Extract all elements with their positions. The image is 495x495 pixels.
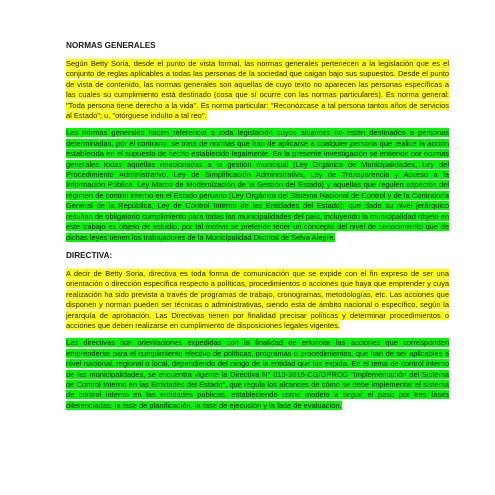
- paragraph-directiva-scope: [66, 338, 449, 411]
- yellow-highlight-text: A decir de Betty Soria, directiva es toda forma de comunicación que se expide con el fin expreso de ser una orientación o dirección específica respecto a políticas, procedimientos o acciones que haya que emprender y cuya realización ha sido prevista a través de programas de trabajo, cronogramas, metodologías, etc. Las acciones que disponen y norman pueden ser técnicas o administrativas, siendo esta de ámbito nacional o específico, según la jerarquía de aprobación. Las Directivas tienen por finalidad precisar políticas y determinar procedimientos o acciones que deben realizarse en cumplimiento de disposiciones legales vigentes.: [66, 268, 449, 330]
- green-highlight-text: Las normas generales hacen referencia a toda legislación cuyos alcances no estén destinados a personas determinadas, por el contrario, se trata de normas que han de aplicarse a cualquier persona que realice la acción establecida en el supuesto de hecho establecido legalmente. En la presente investigación se entiende por normas generales todas aquellas relacionadas a la gestión municipal (Ley Orgánica de Municipalidades, Ley del Procedimiento Administrativo, Ley de Simplificación Administrativa, Ley de Transparencia y Acceso a la Información Pública, Ley Marco de Modernización de la Gestión del Estado) y aquellas que regulen aspectos del régimen de control interno en el Estado peruano (Ley Orgánica del Sistema Nacional de Control y de la Contraloría General de la República, Ley de Control Interno de las Entidades del Estado); que dado su nivel jerárquico resultan de obligatorio cumplimiento para todas las municipalidades del país, incluyendo la municipalidad objeto en este trabajo es objeto de estudio, por tal motivo se pretende tener un concepto del nivel de conocimiento que de dichas leyes tienen los trabajadores de la Municipalidad Distrital de Selva Alegre.: [66, 128, 449, 242]
- heading-directiva: DIRECTIVA:: [66, 250, 113, 260]
- yellow-highlight-text: Según Betty Soria, desde el punto de vista formal, las normas generales pertenecen a la legislación que es el conjunto de reglas aplicables a todas las personas de la sociedad que caigan bajo sus supuestos. Desde el punto de vista de contenido, las normas generales son aquellas de cuyo texto no aparecen las personas específicas a las cuales su cumplimiento está destinado (cosa que sí ocurre con las normas particulares). Es norma general: "Toda persona tiene derecho a la vida". Es norma particular: "Reconózcase a tal persona tantos años de servicios al Estado"; u, "otórguese indulto a tal reo".: [66, 59, 449, 121]
- paragraph-definition-directiva: [66, 269, 449, 331]
- green-highlight-text: Las directivas son orientaciones expedidas con la finalidad de enunciar las acciones que corresponden emprenderse para el cumplimiento efectivo de políticas, programas o procedimientos, que han de ser aplicables a nivel nacional, regional o local, dependiendo del rango de la entidad que los expida. En el tema de control interno de las municipalidades, se encuentra vigente la Directiva N° 013-2016-CG/GPROD "Implementación del Sistema de Control Interno en las Entidades del Estado", que regula los alcances de cómo se debe implementar el sistema de control interno en las entidades públicas, estableciendo como modelo a seguir el paso por tres fases diferenciadas: la fase de planificación, la fase de ejecución y la fase de evaluación.: [66, 338, 449, 410]
- heading-normas-generales: NORMAS GENERALES: [66, 41, 156, 50]
- paragraph-definition-normas: [66, 59, 449, 121]
- paragraph-normas-scope: [66, 128, 449, 242]
